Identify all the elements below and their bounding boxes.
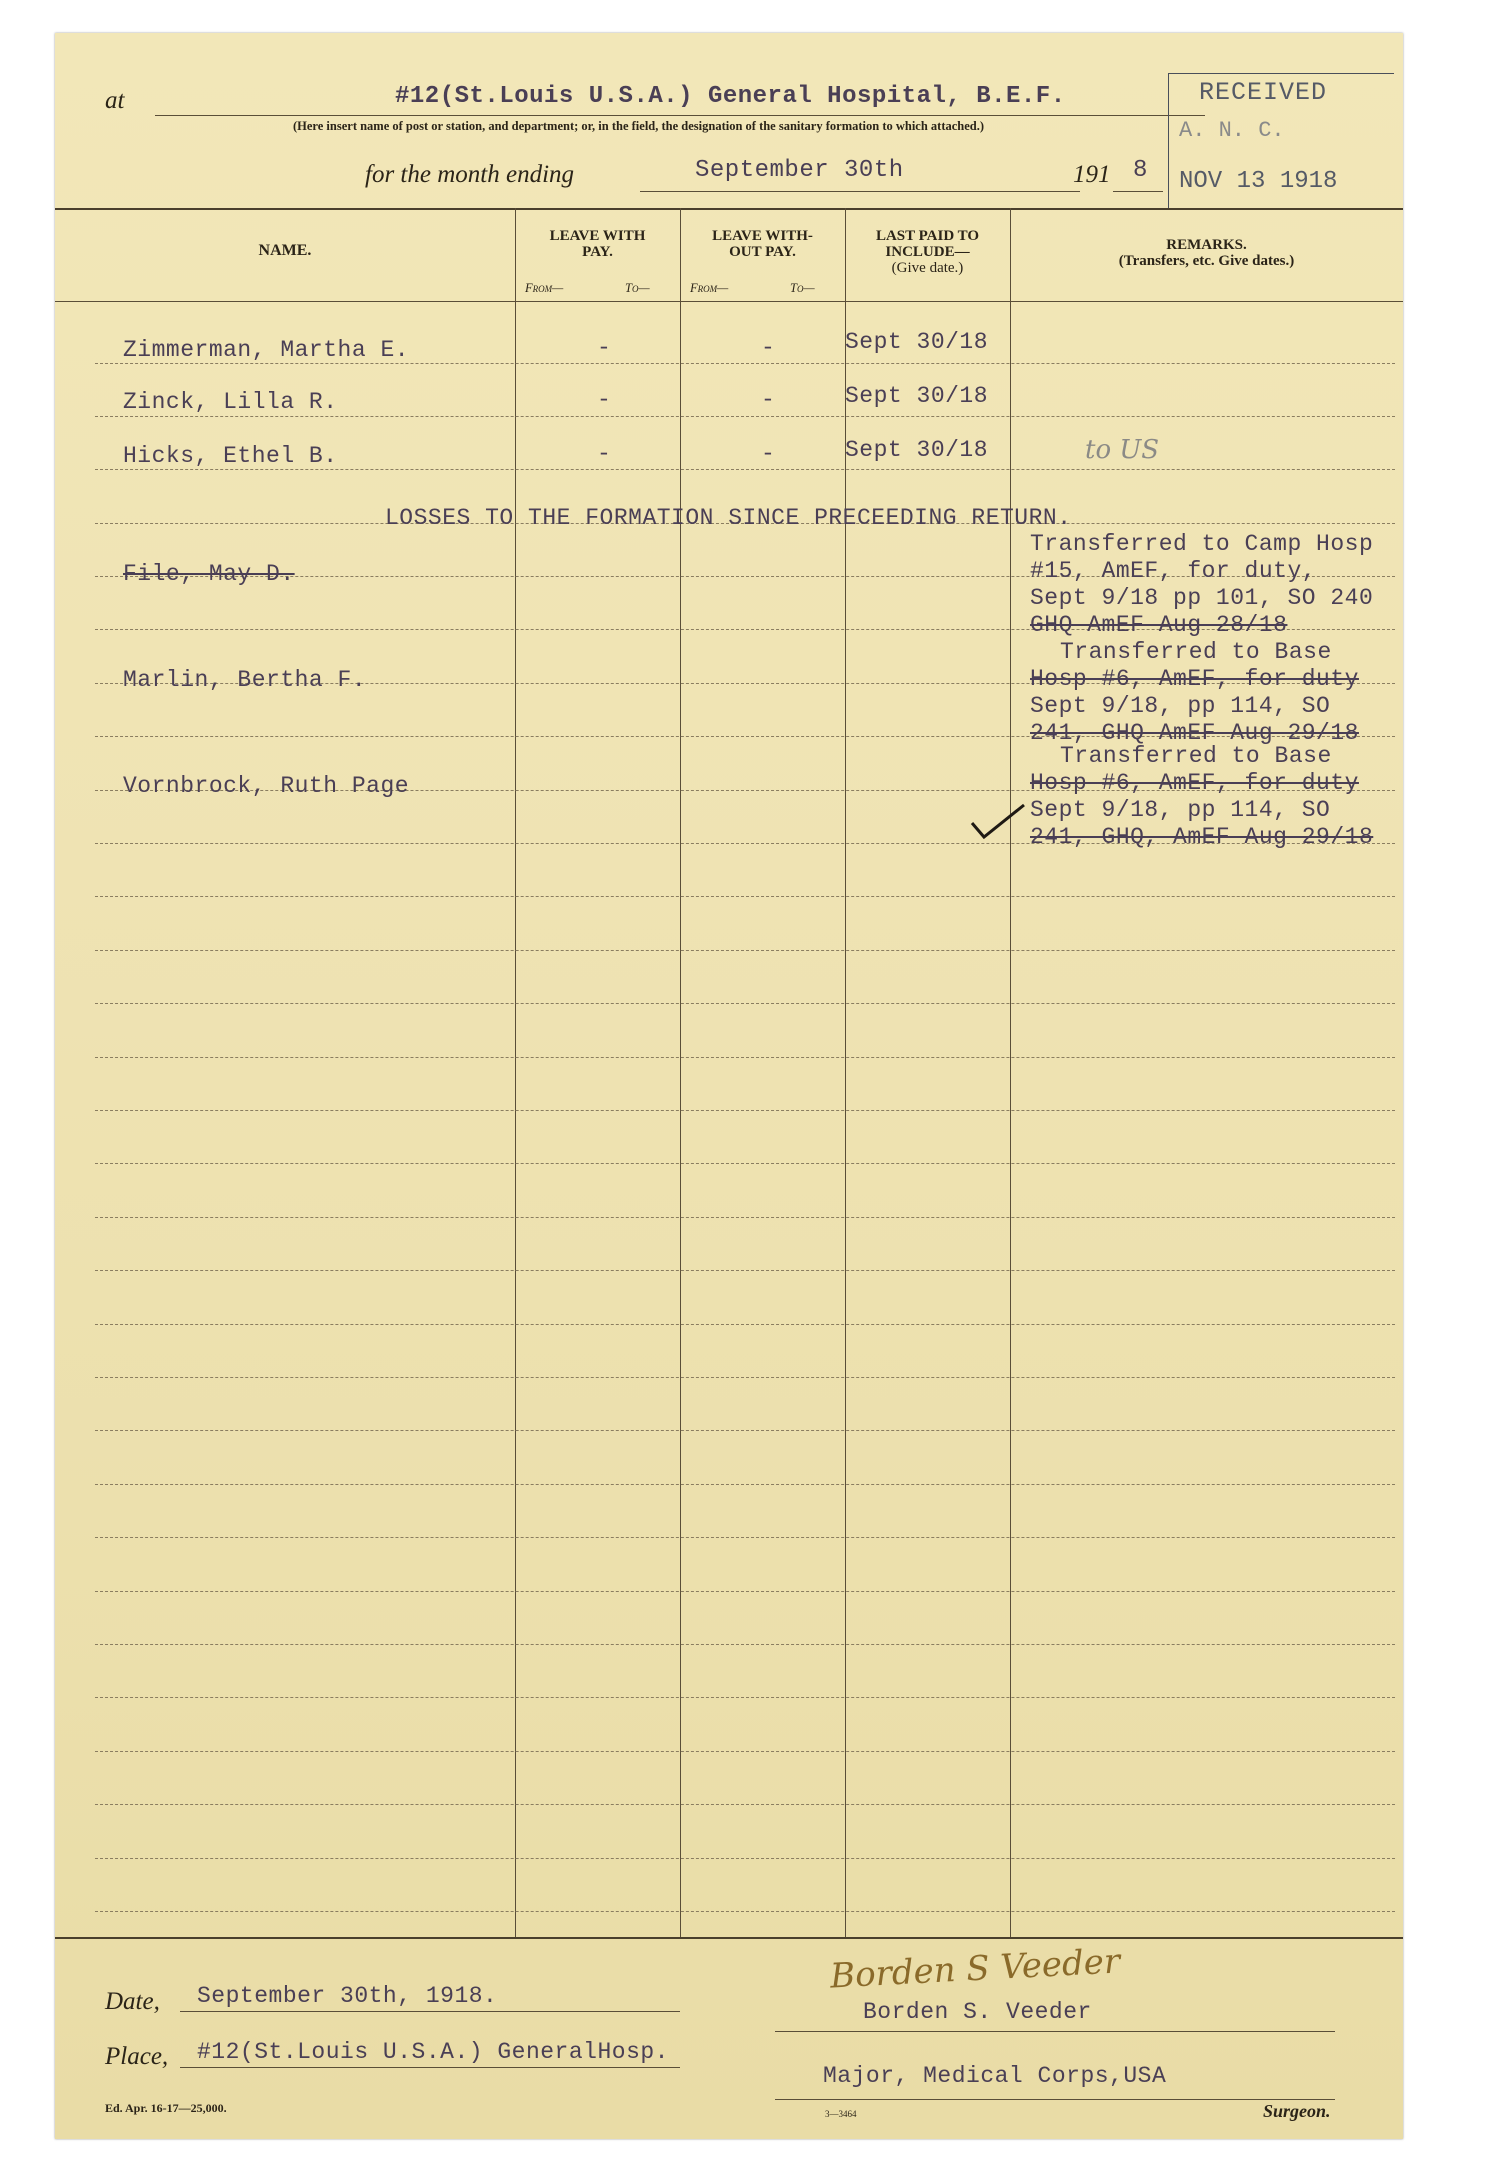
col-leave-without-pay-1: LEAVE WITH- xyxy=(712,228,813,244)
received-stamp xyxy=(1168,73,1394,210)
stamp-date: NOV 13 1918 xyxy=(1179,168,1338,195)
row-handwritten-note: to US xyxy=(1085,435,1160,465)
month-label: for the month ending xyxy=(365,161,575,188)
row-with-pay: - xyxy=(597,387,612,413)
row-name: Hicks, Ethel B. xyxy=(123,443,338,469)
loss-remark: Transferred to Base xyxy=(1060,743,1332,769)
row-without-pay: - xyxy=(761,387,776,413)
loss-remark: Transferred to Camp Hosp xyxy=(1030,531,1374,557)
col-last-paid-3: (Give date.) xyxy=(891,259,964,276)
col-last-paid-1: LAST PAID TO xyxy=(875,228,980,244)
col-leave-without-pay-2: OUT PAY. xyxy=(729,243,796,260)
date-label: Date, xyxy=(105,1988,160,2015)
col-last-paid xyxy=(845,229,1010,276)
col-remarks-2: (Transfers, etc. Give dates.) xyxy=(1118,252,1295,269)
place-label: Place, xyxy=(105,2043,169,2070)
loss-name: File, May D. xyxy=(123,561,295,587)
row-last-paid: Sept 30/18 xyxy=(845,383,989,409)
row-with-pay: - xyxy=(597,335,612,361)
col-leave-without-pay xyxy=(680,229,845,261)
edition-note: Ed. Apr. 16-17—25,000. xyxy=(105,2101,227,2115)
col-remarks xyxy=(1010,238,1403,270)
col-remarks-1: REMARKS. xyxy=(1166,237,1247,253)
loss-name: Vornbrock, Ruth Page xyxy=(123,773,410,799)
loss-remark: 241, GHQ, AmEF Aug 29/18 xyxy=(1030,824,1374,850)
row-name: Zimmerman, Martha E. xyxy=(123,337,410,363)
losses-heading: LOSSES TO THE FORMATION SINCE PRECEEDING RETURN. xyxy=(385,505,1072,531)
col-lwop-to: To— xyxy=(790,281,815,295)
row-name: Zinck, Lilla R. xyxy=(123,389,338,415)
loss-remark: Sept 9/18 pp 101, SO 240 xyxy=(1030,585,1374,611)
form-number: 3—3464 xyxy=(825,2109,857,2119)
col-leave-with-pay-1: LEAVE WITH xyxy=(549,228,646,244)
signer-title: Major, Medical Corps,USA xyxy=(823,2063,1167,2089)
month-value: September 30th xyxy=(695,157,904,184)
col-name: NAME. xyxy=(258,242,312,259)
loss-name: Marlin, Bertha F. xyxy=(123,667,367,693)
col-leave-with-pay-2: PAY. xyxy=(582,243,613,260)
year-prefix: 191 xyxy=(1073,161,1111,188)
stamp-received: RECEIVED xyxy=(1199,78,1328,107)
row-last-paid: Sept 30/18 xyxy=(845,329,989,355)
station-note: (Here insert name of post or station, and department; or, in the field, the designation of the sanitary formation to which attached.) xyxy=(293,119,985,133)
loss-remark: Sept 9/18, pp 114, SO xyxy=(1030,693,1331,719)
signature: Borden S Veeder xyxy=(829,1941,1122,1997)
col-lwop-from: From— xyxy=(690,281,729,295)
station-value: #12(St.Louis U.S.A.) General Hospital, B.E.F. xyxy=(395,83,1066,110)
col-last-paid-2: INCLUDE— xyxy=(885,243,970,260)
row-without-pay: - xyxy=(761,335,776,361)
row-last-paid: Sept 30/18 xyxy=(845,437,989,463)
document-page xyxy=(55,33,1403,2139)
date-value: September 30th, 1918. xyxy=(197,1983,498,2009)
row-without-pay: - xyxy=(761,441,776,467)
stamp-anc: A. N. C. xyxy=(1179,118,1285,143)
year-suffix: 8 xyxy=(1133,157,1148,184)
loss-remark: GHQ AmEF Aug 28/18 xyxy=(1030,612,1288,638)
loss-remark: Hosp #6, AmEF, for duty xyxy=(1030,666,1359,692)
place-value: #12(St.Louis U.S.A.) GeneralHosp. xyxy=(197,2039,669,2065)
loss-remark: 241, GHQ AmEF Aug 29/18 xyxy=(1030,720,1359,746)
col-lwp-from: From— xyxy=(525,281,564,295)
row-with-pay: - xyxy=(597,441,612,467)
loss-remark: Transferred to Base xyxy=(1060,639,1332,665)
surgeon-label: Surgeon. xyxy=(1263,2101,1331,2121)
loss-remark: Sept 9/18, pp 114, SO xyxy=(1030,797,1331,823)
col-leave-with-pay xyxy=(515,229,680,261)
signer-name: Borden S. Veeder xyxy=(863,1999,1092,2025)
loss-remark: #15, AmEF, for duty, xyxy=(1030,558,1317,584)
checkmark-icon xyxy=(968,801,1028,851)
at-label: at xyxy=(105,87,125,114)
loss-remark: Hosp #6, AmEF, for duty xyxy=(1030,770,1359,796)
col-lwp-to: To— xyxy=(625,281,650,295)
